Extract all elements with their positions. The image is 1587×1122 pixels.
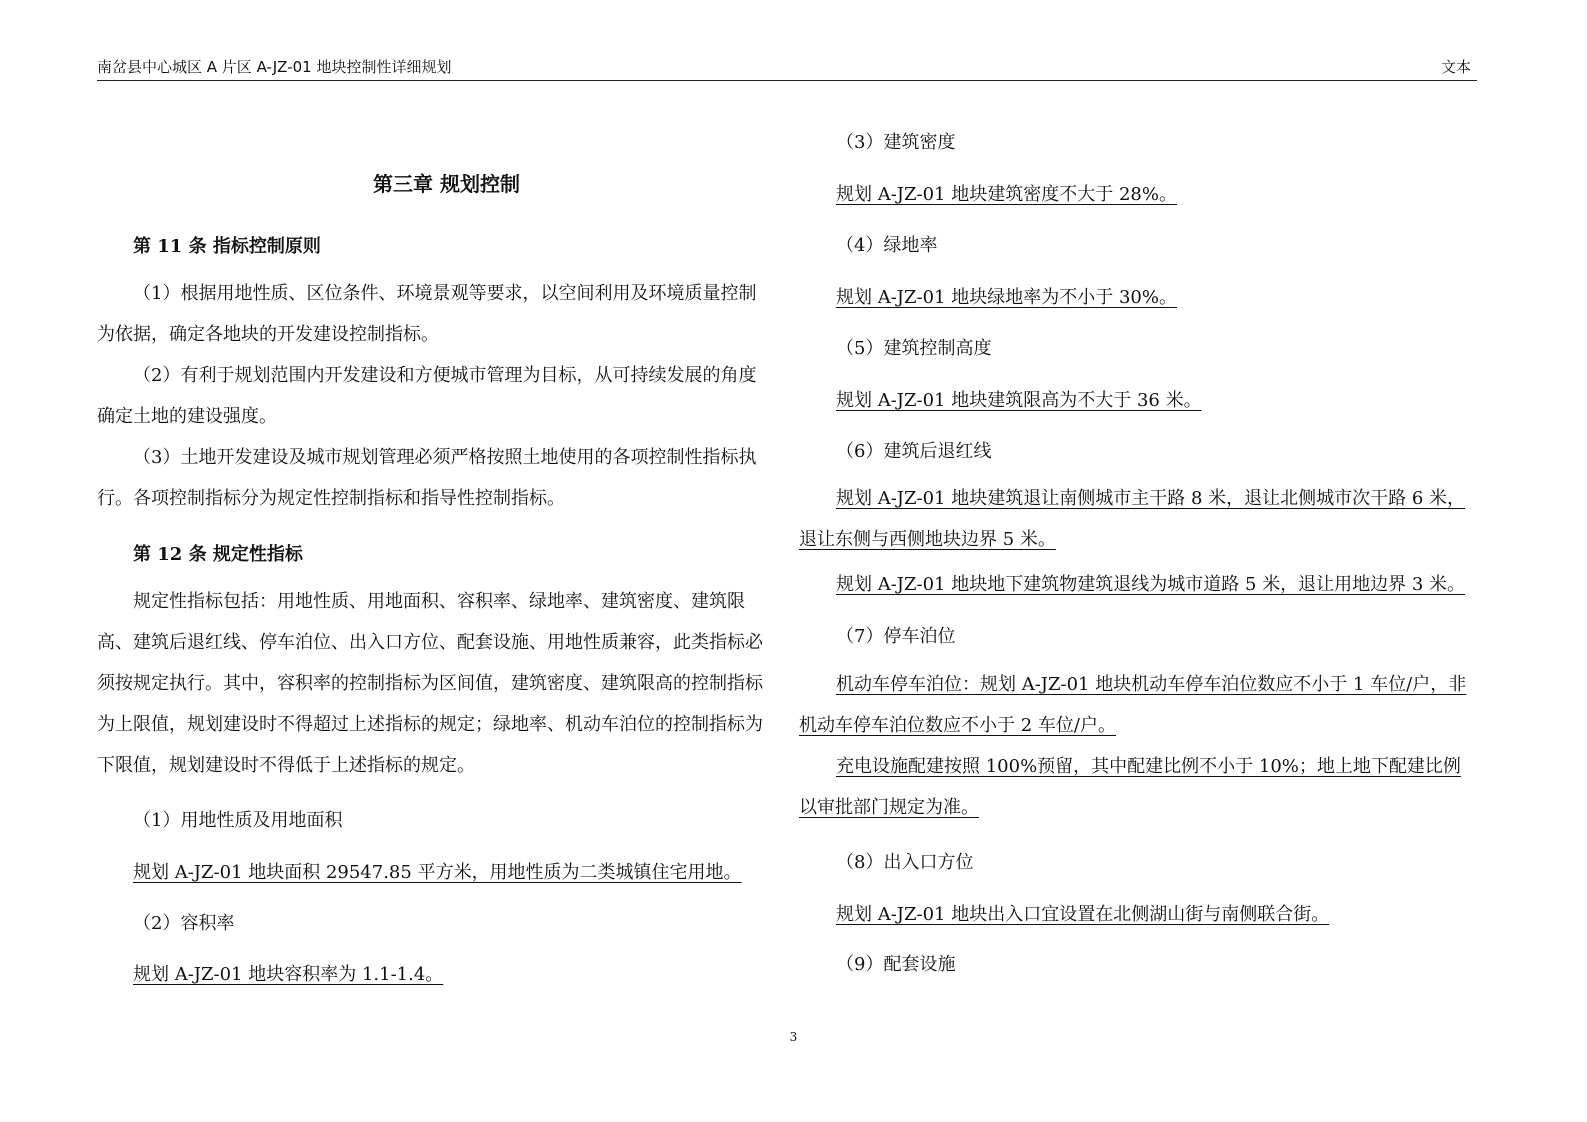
item-4-text: 规划 A-JZ-01 地块绿地率为不小于 30%。 (836, 287, 1177, 308)
item-8-label: （8）出入口方位 (836, 852, 974, 873)
article-11-heading: 第 11 条 指标控制原则 (133, 236, 321, 257)
article-11-paragraph-3: （3）土地开发建设及城市规划管理必须严格按照土地使用的各项控制性指标执行。各项控制指标分为规定性控制指标和指导性控制指标。 (97, 447, 757, 509)
item-5-text: 规划 A-JZ-01 地块建筑限高为不大于 36 米。 (836, 390, 1202, 411)
item-7-text-2: 充电设施配建按照 100%预留，其中配建比例不小于 10%；地上地下配建比例以审批部门规定为准。 (799, 756, 1461, 818)
item-9-label: （9）配套设施 (836, 954, 956, 975)
item-4-label: （4）绿地率 (836, 235, 938, 256)
item-2-label: （2）容积率 (133, 913, 235, 934)
item-3-label: （3）建筑密度 (836, 132, 956, 153)
left-column (97, 0, 773, 1000)
item-1-text: 规划 A-JZ-01 地块面积 29547.85 平方米，用地性质为二类城镇住宅用地。 (133, 862, 742, 883)
right-column (799, 0, 1477, 1000)
item-6-text-2: 规划 A-JZ-01 地块地下建筑物建筑退线为城市道路 5 米，退让用地边界 3 米。 (836, 574, 1466, 595)
article-11-paragraph-2: （2）有利于规划范围内开发建设和方便城市管理为目标，从可持续发展的角度确定土地的建设强度。 (97, 365, 757, 427)
item-5-label: （5）建筑控制高度 (836, 338, 992, 359)
item-8-text: 规划 A-JZ-01 地块出入口宜设置在北侧湖山街与南侧联合街。 (836, 904, 1330, 925)
article-11-paragraph-1: （1）根据用地性质、区位条件、环境景观等要求，以空间利用及环境质量控制为依据，确定各地块的开发建设控制指标。 (97, 283, 757, 345)
page-number: 3 (789, 1030, 798, 1044)
chapter-title: 第三章 规划控制 (373, 172, 520, 196)
document-title: 南岔县中心城区 A 片区 A-JZ-01 地块控制性详细规划 (97, 58, 452, 76)
item-6-label: （6）建筑后退红线 (836, 441, 992, 462)
document-type-label: 文本 (1440, 58, 1471, 76)
item-6-text-1: 规划 A-JZ-01 地块建筑退让南侧城市主干路 8 米，退让北侧城市次干路 6 米，退让东侧与西侧地块边界 5 米。 (799, 488, 1466, 550)
article-12-heading: 第 12 条 规定性指标 (133, 544, 303, 565)
item-7-text-1: 机动车停车泊位：规划 A-JZ-01 地块机动车停车泊位数应不小于 1 车位/户，非机动车停车泊位数应不小于 2 车位/户。 (799, 674, 1467, 736)
item-7-label: （7）停车泊位 (836, 626, 956, 647)
item-2-text: 规划 A-JZ-01 地块容积率为 1.1-1.4。 (133, 964, 444, 985)
item-1-label: （1）用地性质及用地面积 (133, 810, 343, 831)
item-3-text: 规划 A-JZ-01 地块建筑密度不大于 28%。 (836, 184, 1177, 205)
article-12-intro: 规定性指标包括：用地性质、用地面积、容积率、绿地率、建筑密度、建筑限高、建筑后退红线、停车泊位、出入口方位、配套设施、用地性质兼容，此类指标必须按规定执行。其中，容积率的控制指标为区间值，建筑密度、建筑限高的控制指标为上限值，规划建设时不得超过上述指标的规定；绿地率、机动车泊位的控制指标为下限值，规划建设时不得低于上述指标的规定。 (97, 591, 763, 776)
